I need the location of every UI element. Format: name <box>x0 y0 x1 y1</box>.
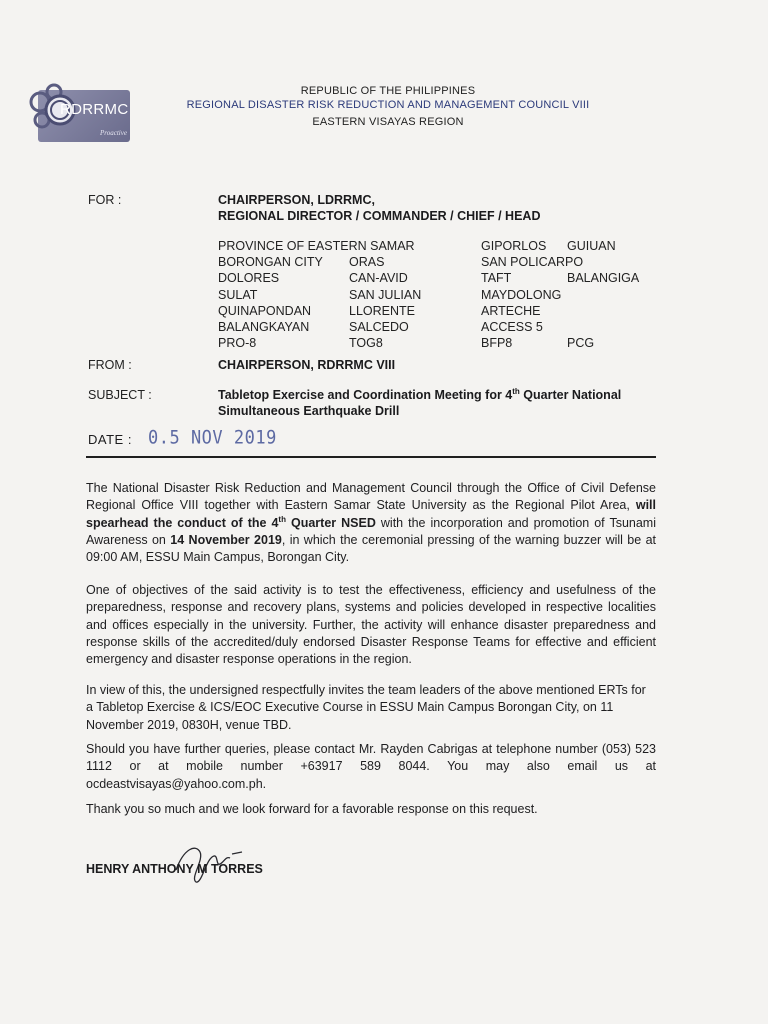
distribution-item: SAN POLICARPO <box>481 255 584 270</box>
logo-tagline: Proactive <box>100 129 127 137</box>
distribution-item <box>567 287 639 303</box>
distribution-item: ACCESS 5 <box>481 320 543 335</box>
distribution-item: ORAS <box>349 255 385 270</box>
paragraph-1 <box>86 480 656 566</box>
subject-text-b: Quarter National <box>519 388 622 402</box>
distribution-item: TOG8 <box>349 336 383 351</box>
distribution-item: ARTECHE <box>481 303 541 318</box>
header-divider <box>86 456 656 458</box>
from-value: CHAIRPERSON, RDRRMC VIII <box>218 358 396 372</box>
signatory-name: HENRY ANTHONY M TORRES <box>86 862 263 876</box>
distribution-item: BALANGIGA <box>567 271 640 286</box>
distribution-item <box>567 254 639 270</box>
paragraph-5: Thank you so much and we look forward for a favorable response on this request. <box>86 802 538 816</box>
distribution-item <box>567 319 639 335</box>
p1-text-d: Quarter NSED <box>285 515 376 530</box>
paragraph-4: Should you have further queries, please contact Mr. Rayden Cabrigas at telephone number (053) 523 1112 or at mobile number +63917 589 8044. You may also email us at ocdeastvisayas@yahoo.com.ph. <box>86 742 656 791</box>
distribution-item: SALCEDO <box>349 320 409 335</box>
distribution-item: MAYDOLONG <box>481 287 562 302</box>
distribution-item: PROVINCE OF EASTERN SAMAR <box>218 239 415 253</box>
distribution-item: BORONGAN CITY <box>218 255 323 270</box>
distribution-item: BFP8 <box>481 336 513 351</box>
distribution-item: GIPORLOS <box>481 239 547 253</box>
letterhead-council: REGIONAL DISASTER RISK REDUCTION AND MANAGEMENT COUNCIL VIII <box>186 99 590 111</box>
distribution-item: PCG <box>567 336 595 351</box>
p1-text-e: with the incorporation and promotion of Tsunami Awareness on <box>86 515 656 547</box>
for-addressee-2: REGIONAL DIRECTOR / COMMANDER / CHIEF / HEAD <box>218 209 541 223</box>
subject-line-2: Simultaneous Earthquake Drill <box>218 404 400 418</box>
p1-superscript: th <box>278 514 286 524</box>
distribution-item <box>567 303 639 319</box>
letterhead-region: EASTERN VISAYAS REGION <box>312 116 464 128</box>
paragraph-3: In view of this, the undersigned respectfully invites the team leaders of the above mentioned ERTs for a Tabletop Exercise & ICS/EOC Executive Course in ESSU Main Campus Borongan City, on 11 November 2019, 0830H, venue TBD. <box>86 683 646 732</box>
distribution-item: QUINAPONDAN <box>218 303 312 318</box>
subject-label: SUBJECT : <box>88 388 152 402</box>
distribution-item: DOLORES <box>218 271 280 286</box>
paragraph-2: One of objectives of the said activity is to test the effectiveness, efficiency and usefulness of the preparedness, response and recovery plans, systems and policies developed in respective localities and offices especially in the university. Further, the activity will enhance disaster preparedness and response skills of the accredited/duly endorsed Disaster Response Teams for effective and efficient emergency and disaster response operations in the region. <box>86 583 656 667</box>
distribution-item: GUIUAN <box>567 239 616 253</box>
p1-text-a: The National Disaster Risk Reduction and Management Council through the Office of Civil Defense Regional Office VIII together with Eastern Samar State University as the Regional Pilot Area, <box>86 481 656 513</box>
letterhead-country: REPUBLIC OF THE PHILIPPINES <box>300 85 476 97</box>
distribution-item: LLORENTE <box>349 303 415 318</box>
distribution-item: SULAT <box>218 287 258 302</box>
distribution-item: PRO-8 <box>218 336 257 351</box>
p1-text-f: 14 November 2019 <box>170 532 282 547</box>
for-label: FOR : <box>88 193 122 207</box>
from-label: FROM : <box>88 358 132 372</box>
distribution-col-4 <box>567 238 639 351</box>
distribution-item: BALANGKAYAN <box>218 320 310 335</box>
date-stamp: 0.5 NOV 2019 <box>148 427 277 449</box>
distribution-col-2 <box>349 238 421 351</box>
subject-superscript: th <box>512 387 520 396</box>
distribution-item: CAN-AVID <box>349 271 408 286</box>
for-addressee-1: CHAIRPERSON, LDRRMC, <box>218 193 375 207</box>
subject-text-a: Tabletop Exercise and Coordination Meeting for 4 <box>218 388 513 402</box>
logo-text: RDRRMC <box>60 101 129 118</box>
date-label: DATE : <box>88 432 132 447</box>
distribution-item: TAFT <box>481 271 512 286</box>
p1-text-c: 4 <box>271 515 279 530</box>
p1-text-b: will spearhead the conduct of the <box>86 498 656 530</box>
p1-text-g: , in which the ceremonial pressing of the warning buzzer will be at 09:00 AM, ESSU Main Campus, Borongan City. <box>86 532 656 565</box>
distribution-item <box>349 238 421 254</box>
distribution-item: SAN JULIAN <box>349 287 422 302</box>
subject-line-1 <box>218 388 621 402</box>
